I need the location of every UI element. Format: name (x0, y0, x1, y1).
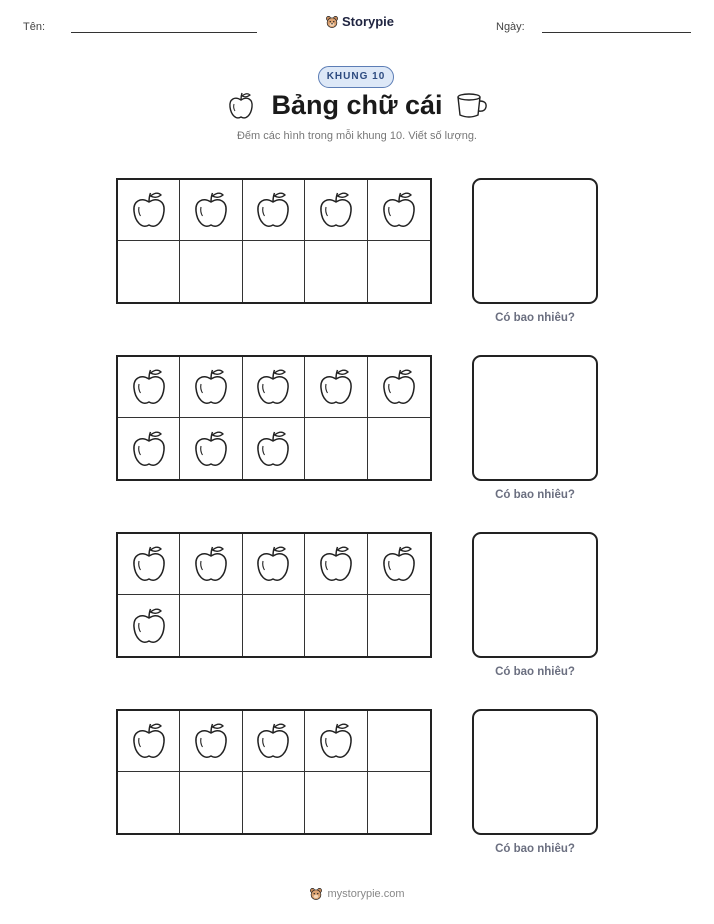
apple-icon (380, 189, 418, 231)
frame-cell (243, 357, 305, 418)
frame-cell (118, 595, 180, 656)
apple-icon (317, 366, 355, 408)
frame-cell (243, 595, 305, 656)
name-line[interactable] (71, 32, 257, 33)
frame-cell (118, 772, 180, 833)
answer-label: Có bao nhiêu? (495, 312, 575, 324)
apple-icon (192, 720, 230, 762)
apple-icon (130, 189, 168, 231)
apple-icon (254, 366, 292, 408)
answer-box[interactable] (472, 178, 598, 304)
ten-frame (116, 532, 432, 658)
answer-label: Có bao nhiêu? (495, 489, 575, 501)
answer-label: Có bao nhiêu? (495, 843, 575, 855)
apple-icon (192, 189, 230, 231)
frame-cell (180, 418, 242, 479)
apple-icon (254, 720, 292, 762)
frame-cell (243, 711, 305, 772)
instructions: Đếm các hình trong mỗi khung 10. Viết số lượng. (236, 130, 477, 142)
apple-icon (130, 428, 168, 470)
frame-cell (305, 357, 367, 418)
frame-cell (180, 711, 242, 772)
apple-icon (192, 543, 230, 585)
frame-cell (243, 534, 305, 595)
frame-cell (368, 595, 430, 656)
frame-cell (305, 241, 367, 302)
frame-cell (305, 711, 367, 772)
frame-cell (305, 772, 367, 833)
apple-icon (317, 189, 355, 231)
frame-cell (118, 534, 180, 595)
frame-cell (243, 418, 305, 479)
worksheet-badge: KHUNG 10 (318, 66, 394, 88)
answer-box[interactable] (472, 355, 598, 481)
date-label: Ngày: (496, 21, 525, 33)
apple-icon (380, 543, 418, 585)
footer (0, 884, 714, 904)
apple-icon (380, 366, 418, 408)
frame-cell (368, 357, 430, 418)
frame-cell (305, 180, 367, 241)
answer-box[interactable] (472, 532, 598, 658)
frame-cell (305, 418, 367, 479)
ten-frame (116, 709, 432, 835)
frame-cell (180, 595, 242, 656)
frame-cell (180, 241, 242, 302)
name-label: Tên: (23, 21, 46, 33)
apple-icon (317, 543, 355, 585)
title-row (0, 88, 714, 128)
apple-icon (192, 428, 230, 470)
frame-cell (118, 418, 180, 479)
frame-cell (243, 772, 305, 833)
frame-cell (368, 180, 430, 241)
frame-cell (368, 241, 430, 302)
frame-cell (243, 241, 305, 302)
apple-icon (130, 605, 168, 647)
bear-logo-icon (309, 887, 323, 901)
apple-icon (130, 720, 168, 762)
frame-cell (180, 534, 242, 595)
frame-cell (118, 711, 180, 772)
header (0, 16, 714, 40)
frame-cell (368, 772, 430, 833)
frame-cell (368, 534, 430, 595)
bear-logo-icon (325, 15, 339, 29)
apple-icon (254, 428, 292, 470)
frame-cell (118, 241, 180, 302)
apple-icon (130, 366, 168, 408)
frame-cell (305, 534, 367, 595)
brand-name: Storypie (342, 14, 395, 29)
frame-cell (368, 418, 430, 479)
brand (325, 14, 394, 29)
frame-cell (368, 711, 430, 772)
frame-cell (305, 595, 367, 656)
footer-url: mystorypie.com (327, 888, 405, 900)
ten-frame (116, 178, 432, 304)
frame-cell (118, 180, 180, 241)
apple-icon (317, 720, 355, 762)
ten-frame (116, 355, 432, 481)
answer-box[interactable] (472, 709, 598, 835)
page-title: Bảng chữ cái (271, 90, 443, 120)
apple-icon (254, 543, 292, 585)
frame-cell (180, 772, 242, 833)
frame-cell (118, 357, 180, 418)
apple-icon (130, 543, 168, 585)
apple-icon (254, 189, 292, 231)
date-line[interactable] (542, 32, 691, 33)
answer-label: Có bao nhiêu? (495, 666, 575, 678)
apple-icon (192, 366, 230, 408)
frame-cell (180, 180, 242, 241)
frame-cell (180, 357, 242, 418)
cup-icon (455, 91, 489, 121)
frame-cell (243, 180, 305, 241)
